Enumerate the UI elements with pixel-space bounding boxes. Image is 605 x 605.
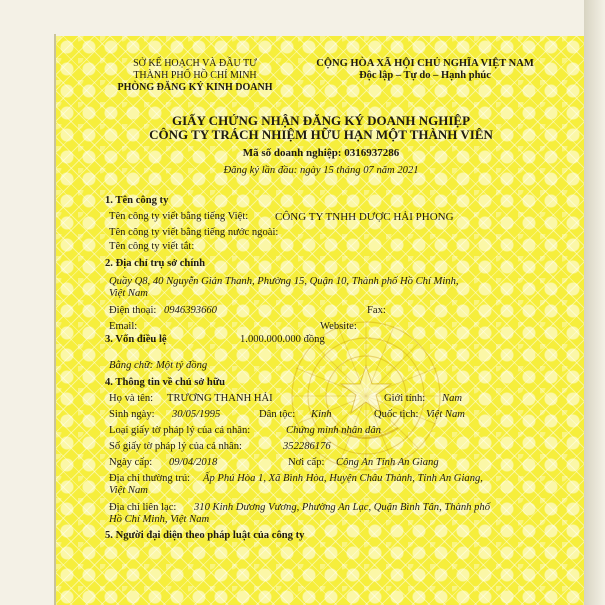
email-label: Email:: [109, 321, 138, 332]
foreign-name-label: Tên công ty viết bằng tiếng nước ngoài:: [109, 227, 279, 238]
nationality-label: Quốc tịch:: [374, 409, 419, 420]
issue-date-label: Ngày cấp:: [109, 457, 153, 468]
national-title: CỘNG HÒA XÃ HỘI CHỦ NGHĨA VIỆT NAM: [316, 58, 534, 69]
section2-heading: 2. Địa chỉ trụ sở chính: [105, 258, 206, 269]
issue-place-value: Công An Tỉnh An Giang: [336, 457, 439, 468]
id-type-value: Chứng minh nhân dân: [286, 425, 381, 436]
section3-heading: 3. Vốn điều lệ: [105, 334, 167, 345]
agency-line1: SỞ KẾ HOẠCH VÀ ĐẦU TƯ: [133, 58, 257, 69]
dob-label: Sinh ngày:: [109, 409, 155, 420]
ethnicity-value: Kinh: [311, 409, 332, 420]
vn-name-label: Tên công ty viết bằng tiếng Việt:: [109, 211, 249, 222]
nationality-value: Việt Nam: [426, 409, 465, 420]
gender-label: Giới tính:: [384, 393, 426, 404]
short-name-label: Tên công ty viết tắt:: [109, 241, 195, 252]
first-registration-date: Đăng ký lần đầu: ngày 15 tháng 07 năm 2021: [223, 165, 419, 176]
head-office-address-line1: Quầy Q8, 40 Nguyễn Giản Thanh, Phường 15, Quận 10, Thành phố Hồ Chí Minh,: [109, 276, 459, 287]
certificate-title-line1: GIẤY CHỨNG NHẬN ĐĂNG KÝ DOANH NGHIỆP: [171, 113, 471, 128]
ethnicity-label: Dân tộc:: [259, 409, 296, 420]
permanent-address-line1: Ấp Phú Hòa 1, Xã Bình Hòa, Huyện Châu Thành, Tỉnh An Giang,: [203, 473, 483, 484]
phone-value: 0946393660: [164, 305, 217, 316]
tax-code: [76, 147, 566, 159]
owner-name-value: TRƯƠNG THANH HẢI: [167, 393, 273, 404]
issue-date-value: 09/04/2018: [169, 457, 218, 468]
agency-line3: PHÒNG ĐĂNG KÝ KINH DOANH: [117, 82, 273, 93]
agency-line2: THÀNH PHỐ HỒ CHÍ MINH: [133, 70, 257, 81]
id-number-value: 352286176: [283, 441, 331, 452]
contact-address-line2: Hồ Chí Minh, Việt Nam: [109, 514, 210, 525]
charter-capital-amount: 1.000.000.000 đồng: [240, 334, 325, 345]
scan-shadow: [584, 0, 605, 605]
permanent-address-line2: Việt Nam: [109, 485, 148, 496]
section4-heading: 4. Thông tin về chủ sở hữu: [105, 377, 226, 388]
contact-address-line1: 310 Kinh Dương Vương, Phường An Lạc, Quận Bình Tân, Thành phố: [194, 502, 491, 513]
charter-capital-in-words: Bằng chữ: Một tỷ đồng: [109, 360, 208, 371]
tax-code-value: 0316937286: [344, 147, 400, 159]
issue-place-label: Nơi cấp:: [288, 457, 325, 468]
national-motto: Độc lập – Tự do – Hạnh phúc: [359, 70, 491, 81]
fax-label: Fax:: [367, 305, 386, 316]
vn-name-value: CÔNG TY TNHH DƯỢC HẢI PHONG: [275, 211, 454, 223]
section1-heading: 1. Tên công ty: [105, 195, 169, 206]
permanent-address-label: Địa chỉ thường trú:: [109, 473, 191, 484]
dob-value: 30/05/1995: [172, 409, 221, 420]
id-type-label: Loại giấy tờ pháp lý của cá nhân:: [109, 425, 251, 436]
id-number-label: Số giấy tờ pháp lý của cá nhân:: [109, 441, 242, 452]
certificate-paper: [56, 36, 584, 605]
owner-name-label: Họ và tên:: [109, 393, 154, 404]
website-label: Website:: [320, 321, 357, 332]
contact-address-label: Địa chỉ liên lạc:: [109, 502, 177, 513]
certificate-title-line2: CÔNG TY TRÁCH NHIỆM HỮU HẠN MỘT THÀNH VIÊN: [149, 127, 493, 142]
head-office-address-line2: Việt Nam: [109, 288, 148, 299]
section5-heading: 5. Người đại diện theo pháp luật của công ty: [105, 530, 305, 541]
tax-code-label: Mã số doanh nghiệp:: [242, 147, 345, 159]
gender-value: Nam: [442, 393, 463, 404]
phone-label: Điện thoại:: [109, 305, 157, 316]
